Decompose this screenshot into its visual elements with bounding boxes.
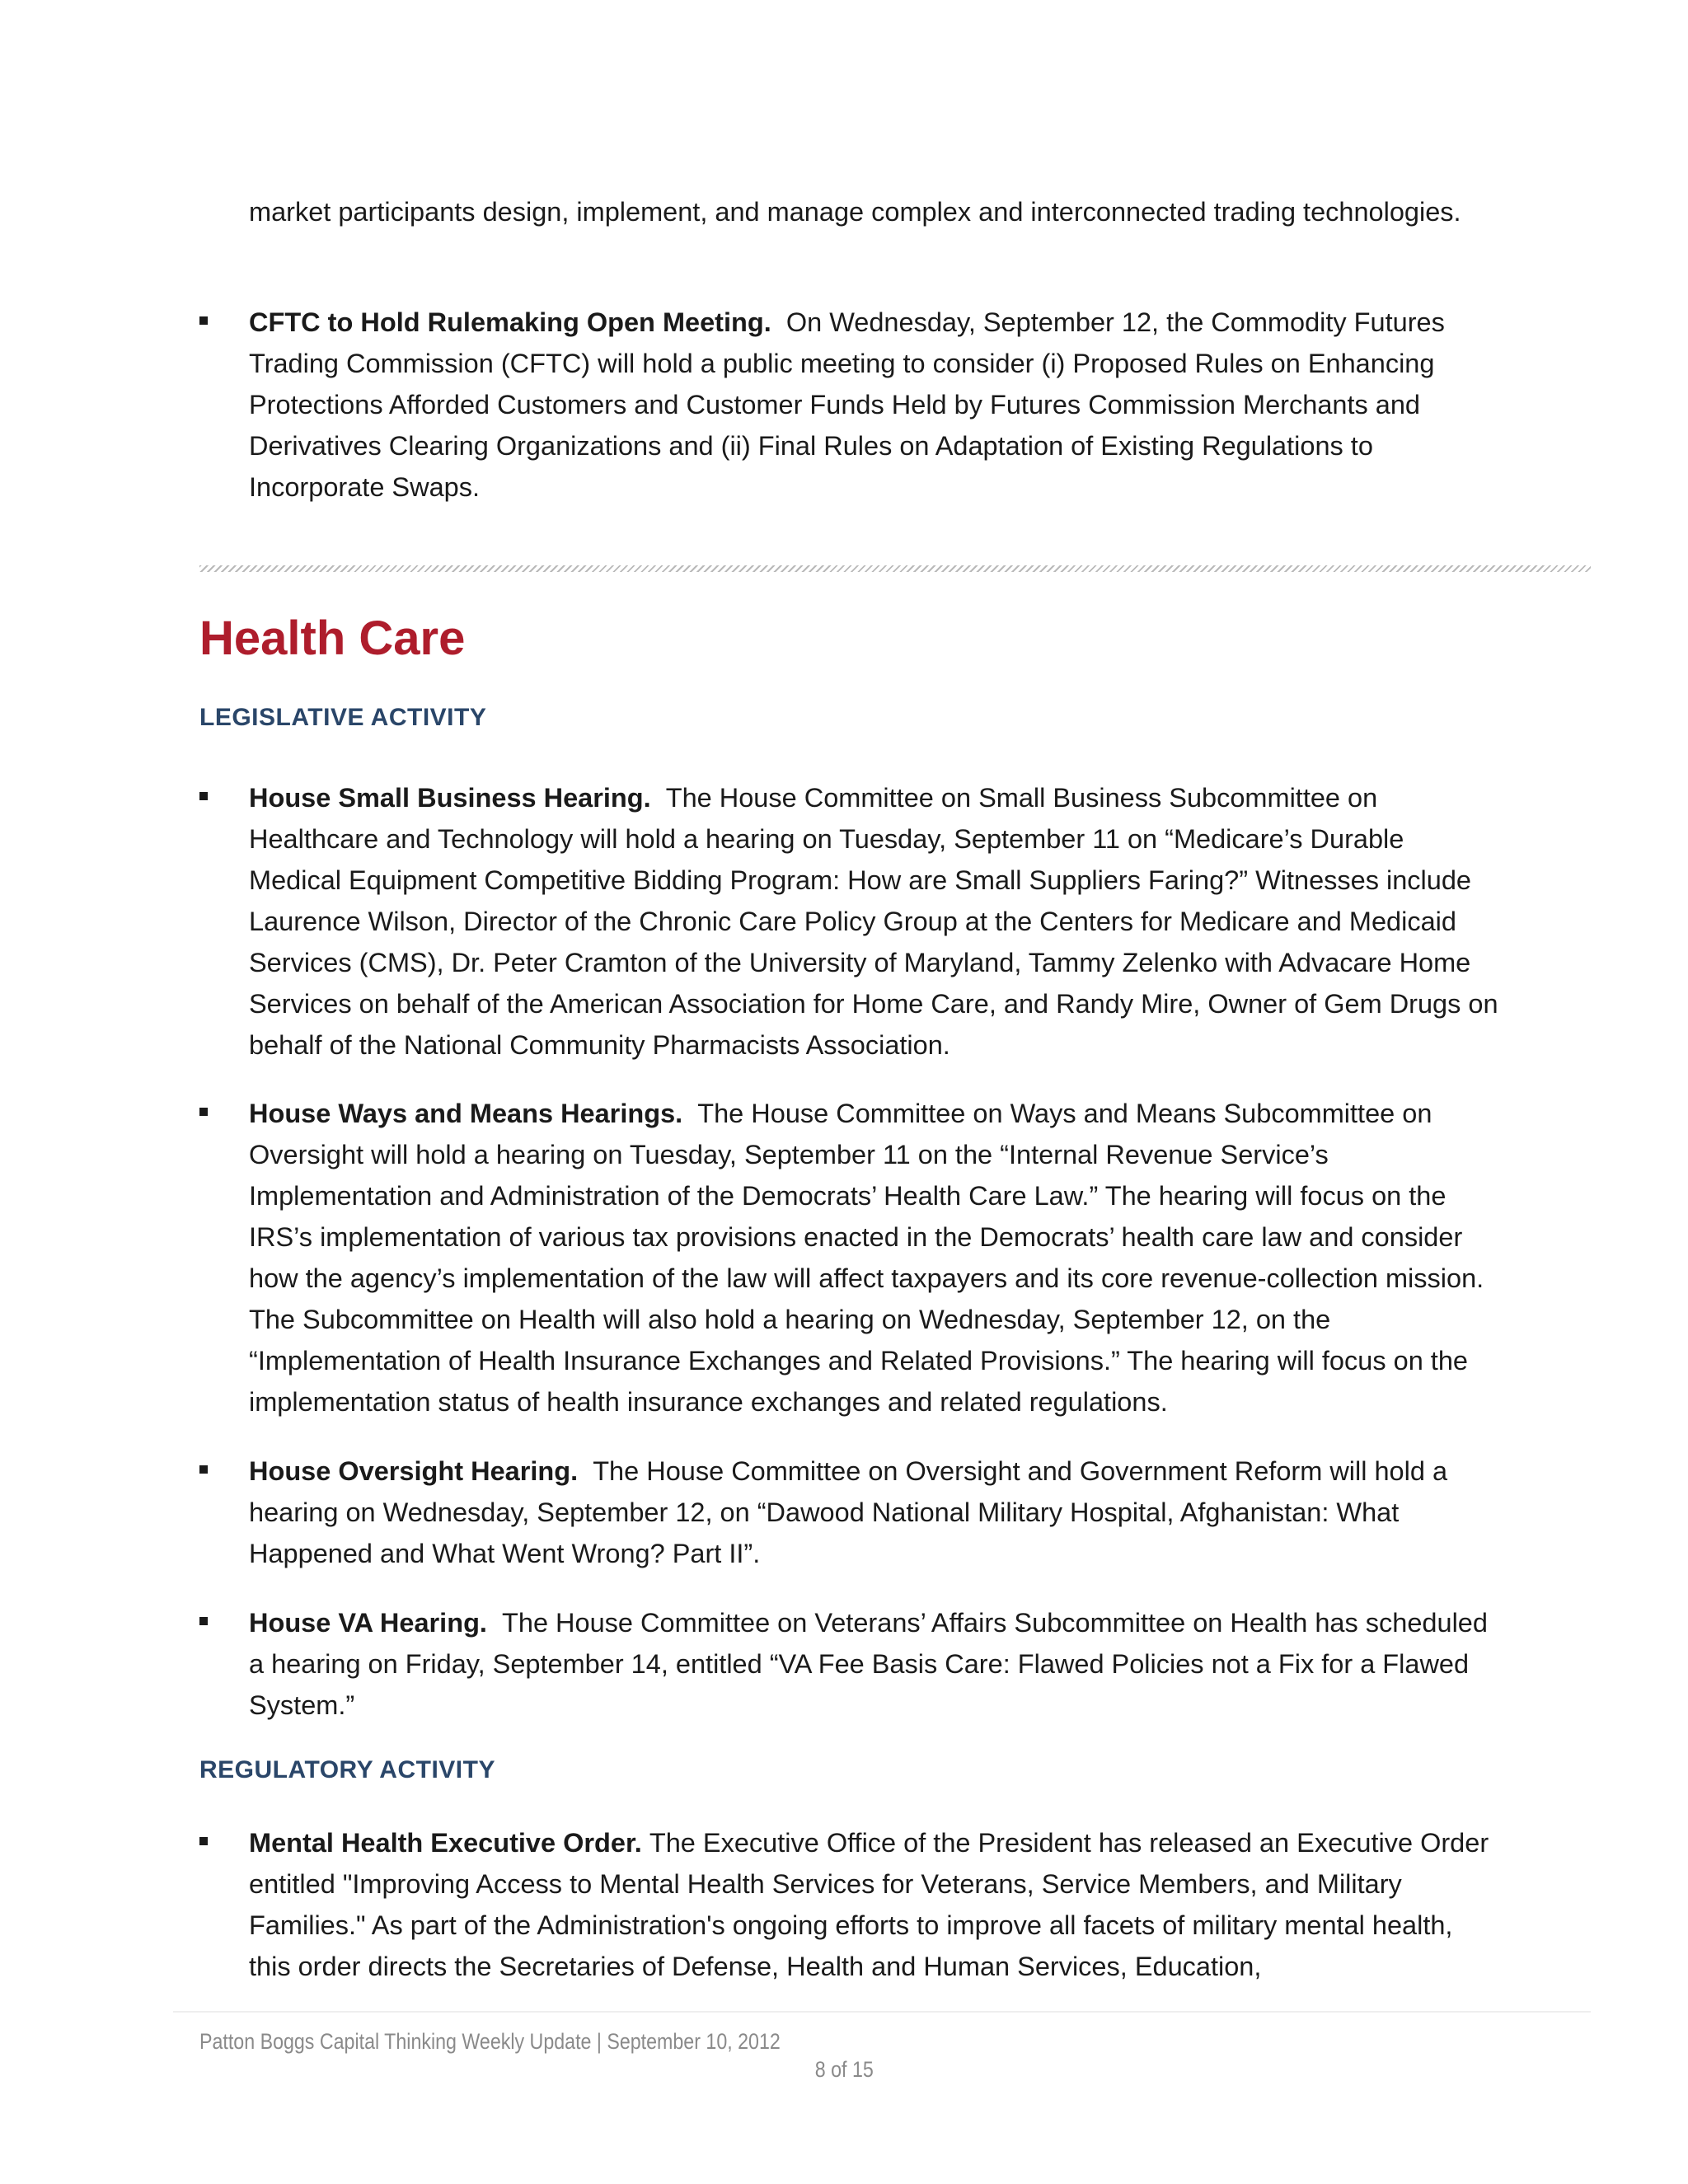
item-title: House Ways and Means Hearings.: [249, 1099, 683, 1128]
footer-divider: [173, 2011, 1591, 2013]
list-item: [199, 1822, 1502, 1987]
list-item: [199, 1451, 1502, 1574]
footer-page-number: 8 of 15: [814, 2057, 874, 2082]
list-item: [199, 302, 1502, 508]
section-divider: [199, 565, 1591, 572]
item-title: House Oversight Hearing.: [249, 1456, 579, 1486]
list-item: [199, 1602, 1502, 1726]
square-bullet-icon: [199, 1837, 208, 1845]
footer-page-number-wrap: [0, 2055, 1688, 2083]
item-text: On Wednesday, September 12, the Commodity Futures Trading Commission (CFTC) will hold a public meeting to consider (i) Proposed Rules on Enhancing Protections Afforded Customers and Customer Funds Held by Futures Commission Merchants and Derivatives Clearing Organizations and (ii) Final Rules on Adaptation of Existing Regulations to Incorporate Swaps.: [249, 307, 1445, 502]
square-bullet-icon: [199, 1108, 208, 1116]
intro-continuation: market participants design, implement, and manage complex and interconnected trading technologies.: [249, 197, 1461, 227]
item-text: The Executive Office of the President has released an Executive Order entitled "Improving Access to Mental Health Services for Veterans, Service Members, and Military Families." As part of the Administration's ongoing efforts to improve all facets of military mental health, this order directs the Secretaries of Defense, Health and Human Services, Education,: [249, 1828, 1489, 1981]
item-title: House Small Business Hearing.: [249, 783, 651, 813]
item-text: The House Committee on Oversight and Government Reform will hold a hearing on Wednesday, September 12, on “Dawood National Military Hospital, Afghanistan: What Happened and What Went Wrong? Part II”.: [249, 1456, 1448, 1568]
legislative-heading: LEGISLATIVE ACTIVITY: [199, 704, 487, 731]
footer-publication: Patton Boggs Capital Thinking Weekly Update | September 10, 2012: [199, 2029, 781, 2054]
list-item: [199, 1093, 1502, 1422]
list-item: [199, 777, 1502, 1066]
item-title: House VA Hearing.: [249, 1608, 487, 1638]
square-bullet-icon: [199, 1465, 208, 1474]
regulatory-heading: REGULATORY ACTIVITY: [199, 1756, 495, 1783]
item-text: The House Committee on Ways and Means Subcommittee on Oversight will hold a hearing on Tuesday, September 11 on the “Internal Revenue Service’s Implementation and Administration of the Democrats’ Health Care Law.” The hearing will focus on the IRS’s implementation of various tax provisions enacted in the Democrats’ health care law and consider how the agency’s implementation of the law will affect taxpayers and its core revenue-collection mission. The Subcommittee on Health will also hold a hearing on Wednesday, September 12, on the “Implementation of Health Insurance Exchanges and Related Provisions.” The hearing will focus on the implementation status of health insurance exchanges and related regulations.: [249, 1099, 1484, 1417]
item-text: The House Committee on Veterans’ Affairs Subcommittee on Health has scheduled a hearing on Friday, September 14, entitled “VA Fee Basis Care: Flawed Policies not a Fix for a Flawed System.”: [249, 1608, 1488, 1720]
item-text: The House Committee on Small Business Subcommittee on Healthcare and Technology will hold a hearing on Tuesday, September 11 on “Medicare’s Durable Medical Equipment Competitive Bidding Program: How are Small Suppliers Faring?” Witnesses include Laurence Wilson, Director of the Chronic Care Policy Group at the Centers for Medicare and Medicaid Services (CMS), Dr. Peter Cramton of the University of Maryland, Tammy Zelenko with Advacare Home Services on behalf of the American Association for Home Care, and Randy Mire, Owner of Gem Drugs on behalf of the National Community Pharmacists Association.: [249, 783, 1498, 1060]
square-bullet-icon: [199, 792, 208, 800]
item-title: Mental Health Executive Order.: [249, 1828, 642, 1858]
square-bullet-icon: [199, 1617, 208, 1625]
square-bullet-icon: [199, 316, 208, 325]
item-title: CFTC to Hold Rulemaking Open Meeting.: [249, 307, 771, 337]
section-title: Health Care: [199, 612, 466, 665]
